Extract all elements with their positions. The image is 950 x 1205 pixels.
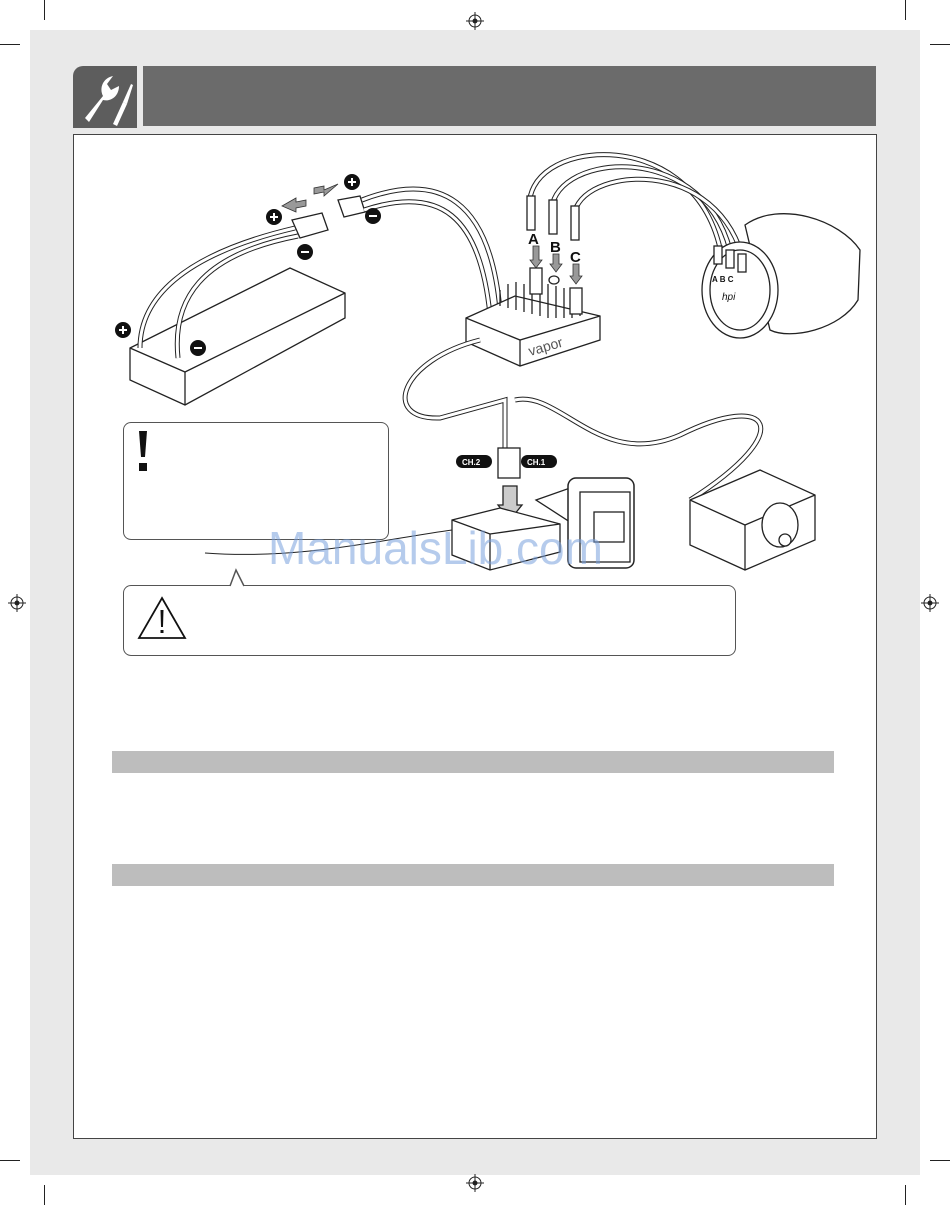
crop-mark [44,1185,45,1205]
crop-mark [905,0,906,20]
exclamation-icon [130,427,156,477]
registration-mark-icon [466,12,484,30]
plus-icon [115,322,131,338]
channel-1-label: CH.1 [527,458,546,467]
lead-label-c: C [570,249,581,266]
registration-mark-icon [921,594,939,612]
arrow-icon [530,246,542,268]
arrow-icon [570,264,582,284]
section-bar-1 [112,751,834,773]
esc-connector [338,196,365,217]
header-icon-block [73,66,137,128]
arrow-icon [282,198,306,212]
minus-icon [190,340,206,356]
crop-mark [930,44,950,45]
wrench-screwdriver-icon [73,66,137,128]
arrow-icon [314,184,338,196]
arrow-icon [550,254,562,272]
callout-pointer [228,568,248,588]
warning-triangle-icon [136,594,188,642]
caution-box [123,585,736,656]
crop-mark [44,0,45,20]
minus-icon [297,244,313,260]
registration-mark-icon [466,1174,484,1192]
lead-label-a: A [528,231,539,248]
lead-label-b: B [550,239,561,256]
plus-icon [344,174,360,190]
registration-mark-icon [8,594,26,612]
esc-brand: vapor [526,333,565,359]
crop-mark [0,1160,20,1161]
crop-mark [905,1185,906,1205]
section-header-bar [143,66,876,126]
crop-mark [930,1160,950,1161]
section-bar-2 [112,864,834,886]
watermark: ManualsLib.com [268,522,603,574]
motor-logo: hpi [722,292,736,303]
channel-2-label: CH.2 [462,458,481,467]
motor-terminal-label: A B C [712,275,734,284]
crop-mark [0,44,20,45]
minus-icon [365,208,381,224]
plus-icon [266,209,282,225]
receiver-plug [498,448,520,478]
